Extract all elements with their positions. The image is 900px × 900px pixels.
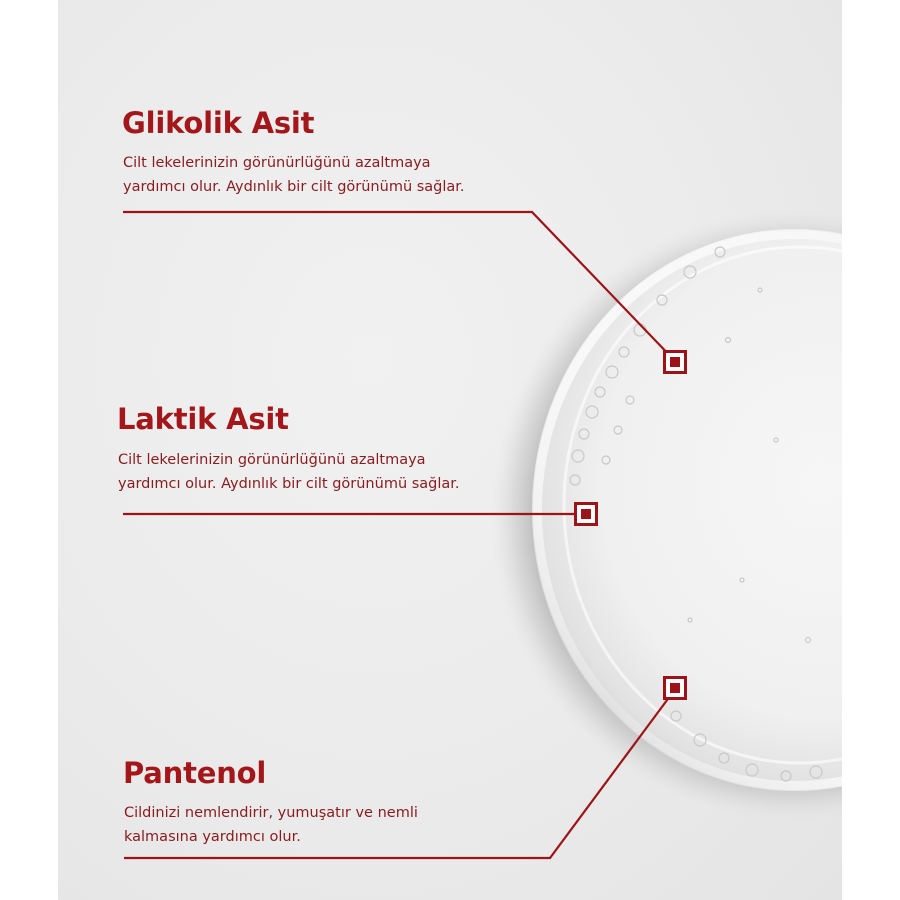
ingredient-desc-line: yardımcı olur. Aydınlık bir cilt görünümü sağlar. [118,476,460,492]
ingredient-title-laktik: Laktik Asit [117,402,289,436]
ingredient-desc-line: Cildinizi nemlendirir, yumuşatır ve nemli [124,805,418,821]
ingredient-desc-line: yardımcı olur. Aydınlık bir cilt görünümü sağlar. [123,179,465,195]
ingredient-desc-laktik [118,448,460,496]
ingredient-desc-line: Cilt lekelerinizin görünürlüğünü azaltmaya [123,155,431,171]
ingredient-desc-pantenol [124,801,418,849]
ingredient-title-glikolik: Glikolik Asit [122,106,315,140]
connector-line-glikolik [123,212,676,362]
ingredient-title-pantenol: Pantenol [123,756,267,790]
ingredient-desc-glikolik [123,151,465,199]
marker-glikolik [663,350,687,374]
ingredient-desc-line: Cilt lekelerinizin görünürlüğünü azaltmaya [118,452,426,468]
marker-pantenol [663,676,687,700]
ingredient-desc-line: kalmasına yardımcı olur. [124,829,301,845]
marker-laktik [574,502,598,526]
